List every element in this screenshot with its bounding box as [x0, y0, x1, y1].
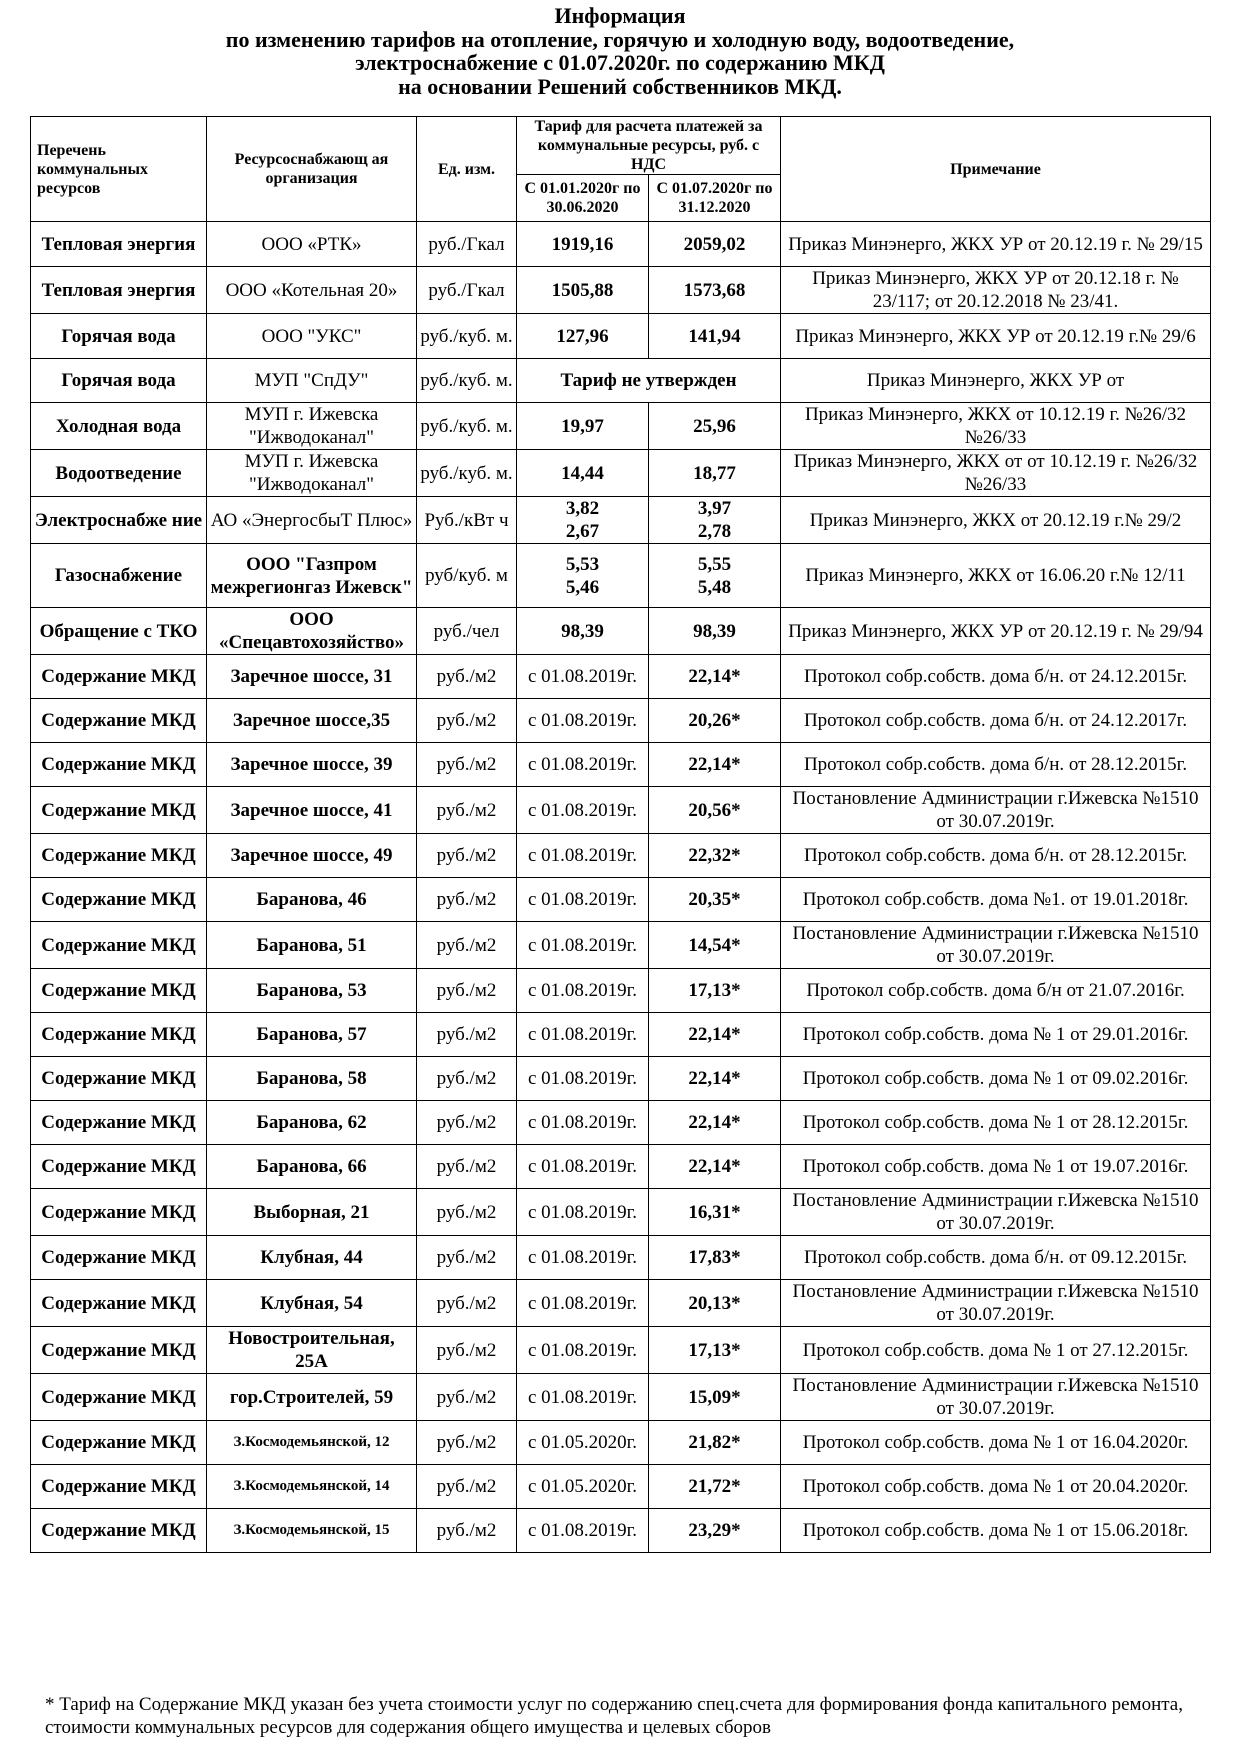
resource-cell: Водоотведение	[31, 450, 207, 497]
org-cell: Баранова, 46	[207, 878, 417, 922]
unit-cell: руб./м2	[417, 878, 517, 922]
resource-cell: Электроснабже ние	[31, 497, 207, 544]
resource-cell: Содержание МКД	[31, 743, 207, 787]
tariff-period-1-cell: 1505,88	[517, 267, 649, 314]
org-cell: Заречное шоссе, 41	[207, 787, 417, 834]
tariff-value: 3,82	[565, 498, 600, 519]
org-cell: Баранова, 53	[207, 969, 417, 1013]
tariff-period-2-cell: 22,14*	[649, 1101, 781, 1145]
org-cell: Заречное шоссе, 49	[207, 834, 417, 878]
tariff-period-1-cell: с 01.08.2019г.	[517, 1509, 649, 1553]
tariff-period-2-cell: 20,13*	[649, 1280, 781, 1327]
table-row	[31, 222, 1211, 267]
table-row	[31, 1236, 1211, 1280]
tariff-period-1-cell: с 01.08.2019г.	[517, 1101, 649, 1145]
resource-cell: Тепловая энергия	[31, 222, 207, 267]
tariff-period-2-cell: 22,14*	[649, 1145, 781, 1189]
note-cell: Протокол собр.собств. дома б/н. от 09.12.2015г.	[781, 1236, 1211, 1280]
org-cell: Новостроительная, 25А	[207, 1327, 417, 1374]
resource-cell: Содержание МКД	[31, 1236, 207, 1280]
table-row	[31, 1189, 1211, 1236]
org-cell: МУП г. Ижевска "Ижводоканал"	[207, 450, 417, 497]
resource-cell: Тепловая энергия	[31, 267, 207, 314]
org-cell: Заречное шоссе,35	[207, 699, 417, 743]
unit-cell: Руб./кВт ч	[417, 497, 517, 544]
tariff-table	[30, 116, 1211, 1553]
tariff-period-1-cell	[517, 544, 649, 608]
note-cell: Приказ Минэнерго, ЖКХ УР от 20.12.19 г. № 29/94	[781, 608, 1211, 655]
org-cell: АО «ЭнергосбыТ Плюс»	[207, 497, 417, 544]
tariff-period-2-cell: 20,26*	[649, 699, 781, 743]
table-row	[31, 544, 1211, 608]
org-cell: Баранова, 58	[207, 1057, 417, 1101]
tariff-period-1-cell: с 01.08.2019г.	[517, 1145, 649, 1189]
tariff-period-1-cell: с 01.05.2020г.	[517, 1421, 649, 1465]
resource-cell: Содержание МКД	[31, 1280, 207, 1327]
org-cell: Баранова, 51	[207, 922, 417, 969]
resource-cell: Содержание МКД	[31, 787, 207, 834]
tariff-period-1-cell: с 01.08.2019г.	[517, 1013, 649, 1057]
tariff-period-1-cell: с 01.08.2019г.	[517, 655, 649, 699]
header-period-1: С 01.01.2020г по 30.06.2020	[517, 175, 649, 222]
resource-cell: Газоснабжение	[31, 544, 207, 608]
tariff-period-1-cell: 14,44	[517, 450, 649, 497]
table-row	[31, 497, 1211, 544]
unit-cell: руб./м2	[417, 1465, 517, 1509]
note-cell: Постановление Администрации г.Ижевска №1510 от 30.07.2019г.	[781, 1189, 1211, 1236]
resource-cell: Содержание МКД	[31, 1057, 207, 1101]
unit-cell: руб./куб. м.	[417, 359, 517, 403]
unit-cell: руб./куб. м.	[417, 450, 517, 497]
resource-cell: Содержание МКД	[31, 1421, 207, 1465]
org-cell: ООО «Котельная 20»	[207, 267, 417, 314]
tariff-period-2-cell: 18,77	[649, 450, 781, 497]
tariff-period-2-cell: 21,72*	[649, 1465, 781, 1509]
table-row	[31, 450, 1211, 497]
table-row	[31, 834, 1211, 878]
title-line: по изменению тарифов на отопление, горячую и холодную воду, водоотведение,	[225, 26, 1015, 52]
tariff-period-2-cell: 22,14*	[649, 655, 781, 699]
resource-cell: Содержание МКД	[31, 834, 207, 878]
note-cell: Приказ Минэнерго, ЖКХ от 20.12.19 г.№ 29/2	[781, 497, 1211, 544]
note-cell: Приказ Минэнерго, ЖКХ от 10.12.19 г. №26/32 №26/33	[781, 403, 1211, 450]
note-cell: Приказ Минэнерго, ЖКХ УР от 20.12.19 г. № 29/15	[781, 222, 1211, 267]
unit-cell: руб./чел	[417, 608, 517, 655]
table-row	[31, 1145, 1211, 1189]
org-cell: Баранова, 66	[207, 1145, 417, 1189]
tariff-value: 2,78	[697, 521, 732, 542]
header-note: Примечание	[781, 117, 1211, 222]
table-row	[31, 787, 1211, 834]
table-row	[31, 1421, 1211, 1465]
tariff-period-2-cell: 17,13*	[649, 969, 781, 1013]
note-cell: Приказ Минэнерго, ЖКХ от 16.06.20 г.№ 12/11	[781, 544, 1211, 608]
resource-cell: Содержание МКД	[31, 1327, 207, 1374]
tariff-period-2-cell: 20,56*	[649, 787, 781, 834]
org-cell: Баранова, 57	[207, 1013, 417, 1057]
tariff-period-2-cell: 23,29*	[649, 1509, 781, 1553]
resource-cell: Содержание МКД	[31, 878, 207, 922]
tariff-period-2-cell	[649, 497, 781, 544]
unit-cell: руб./м2	[417, 1421, 517, 1465]
org-cell: Заречное шоссе, 39	[207, 743, 417, 787]
resource-cell: Содержание МКД	[31, 655, 207, 699]
table-row	[31, 699, 1211, 743]
resource-cell: Содержание МКД	[31, 1013, 207, 1057]
note-cell: Приказ Минэнерго, ЖКХ УР от	[781, 359, 1211, 403]
title-line: Информация	[554, 3, 686, 28]
unit-cell: руб./м2	[417, 699, 517, 743]
tariff-period-2-cell: 15,09*	[649, 1374, 781, 1421]
header-unit: Ед. изм.	[417, 117, 517, 222]
note-cell: Протокол собр.собств. дома № 1 от 28.12.2015г.	[781, 1101, 1211, 1145]
resource-cell: Горячая вода	[31, 314, 207, 359]
table-row	[31, 655, 1211, 699]
table-row	[31, 267, 1211, 314]
tariff-value: 5,53	[565, 553, 600, 575]
tariff-period-1-cell: с 01.08.2019г.	[517, 834, 649, 878]
note-cell: Протокол собр.собств. дома № 1 от 27.12.2015г.	[781, 1327, 1211, 1374]
note-cell: Постановление Администрации г.Ижевска №1510 от 30.07.2019г.	[781, 787, 1211, 834]
org-cell: З.Космодемьянской, 12	[207, 1421, 417, 1465]
org-cell: Клубная, 44	[207, 1236, 417, 1280]
tariff-period-1-cell: 19,97	[517, 403, 649, 450]
table-row	[31, 403, 1211, 450]
tariff-period-2-cell	[649, 544, 781, 608]
table-row	[31, 314, 1211, 359]
footnote: * Тариф на Содержание МКД указан без учета стоимости услуг по содержанию спец.счета для формирования фонда капитального ремонта, стоимости коммунальных ресурсов для содержания общего имущества и целевых сборов	[45, 1694, 1183, 1738]
note-cell: Постановление Администрации г.Ижевска №1510 от 30.07.2019г.	[781, 922, 1211, 969]
unit-cell: руб/куб. м	[417, 544, 517, 608]
title-line: на основании Решений собственников МКД.	[398, 73, 842, 99]
header-resource: Перечень коммунальных ресурсов	[31, 117, 207, 222]
tariff-period-1-cell: 98,39	[517, 608, 649, 655]
resource-cell: Обращение с ТКО	[31, 608, 207, 655]
tariff-period-2-cell: 17,13*	[649, 1327, 781, 1374]
resource-cell: Содержание МКД	[31, 1465, 207, 1509]
unit-cell: руб./м2	[417, 834, 517, 878]
resource-cell: Содержание МКД	[31, 1189, 207, 1236]
title-line: электроснабжение с 01.07.2020г. по содержанию МКД	[355, 50, 885, 75]
resource-cell: Содержание МКД	[31, 1509, 207, 1553]
unit-cell: руб./м2	[417, 1189, 517, 1236]
note-cell: Протокол собр.собств. дома б/н от 21.07.2016г.	[781, 969, 1211, 1013]
note-cell: Протокол собр.собств. дома б/н. от 28.12.2015г.	[781, 834, 1211, 878]
resource-cell: Содержание МКД	[31, 1101, 207, 1145]
tariff-period-1-cell: с 01.08.2019г.	[517, 699, 649, 743]
tariff-period-1-cell: с 01.08.2019г.	[517, 743, 649, 787]
resource-cell: Содержание МКД	[31, 699, 207, 743]
note-cell: Постановление Администрации г.Ижевска №1510 от 30.07.2019г.	[781, 1374, 1211, 1421]
org-cell: ООО "УКС"	[207, 314, 417, 359]
tariff-period-2-cell: 2059,02	[649, 222, 781, 267]
tariff-period-1-cell: с 01.08.2019г.	[517, 922, 649, 969]
unit-cell: руб./куб. м.	[417, 403, 517, 450]
tariff-period-2-cell: 22,14*	[649, 1013, 781, 1057]
unit-cell: руб./м2	[417, 655, 517, 699]
table-row	[31, 1509, 1211, 1553]
tariff-period-2-cell: 21,82*	[649, 1421, 781, 1465]
tariff-period-1-cell: с 01.08.2019г.	[517, 878, 649, 922]
table-row	[31, 1057, 1211, 1101]
note-cell: Протокол собр.собств. дома № 1 от 20.04.2020г.	[781, 1465, 1211, 1509]
resource-cell: Горячая вода	[31, 359, 207, 403]
header-org: Ресурсоснабжающ ая организация	[207, 117, 417, 222]
tariff-merged-cell: Тариф не утвержден	[517, 359, 781, 403]
unit-cell: руб./м2	[417, 922, 517, 969]
unit-cell: руб./м2	[417, 1057, 517, 1101]
tariff-period-2-cell: 17,83*	[649, 1236, 781, 1280]
tariff-period-2-cell: 22,32*	[649, 834, 781, 878]
resource-cell: Холодная вода	[31, 403, 207, 450]
tariff-period-2-cell: 25,96	[649, 403, 781, 450]
org-cell: З.Космодемьянской, 14	[207, 1465, 417, 1509]
table-row	[31, 1101, 1211, 1145]
tariff-value: 3,97	[697, 498, 732, 519]
tariff-period-1-cell: с 01.08.2019г.	[517, 1327, 649, 1374]
unit-cell: руб./м2	[417, 1509, 517, 1553]
note-cell: Постановление Администрации г.Ижевска №1510 от 30.07.2019г.	[781, 1280, 1211, 1327]
unit-cell: руб./м2	[417, 1145, 517, 1189]
unit-cell: руб./м2	[417, 1101, 517, 1145]
tariff-period-1-cell: с 01.05.2020г.	[517, 1465, 649, 1509]
unit-cell: руб./куб. м.	[417, 314, 517, 359]
header-period-2: С 01.07.2020г по 31.12.2020	[649, 175, 781, 222]
note-cell: Приказ Минэнерго, ЖКХ УР от 20.12.19 г.№ 29/6	[781, 314, 1211, 359]
tariff-value: 2,67	[565, 521, 600, 542]
unit-cell: руб./Гкал	[417, 222, 517, 267]
table-row	[31, 1465, 1211, 1509]
tariff-period-2-cell: 22,14*	[649, 743, 781, 787]
unit-cell: руб./м2	[417, 743, 517, 787]
table-row	[31, 1327, 1211, 1374]
unit-cell: руб./м2	[417, 787, 517, 834]
note-cell: Приказ Минэнерго, ЖКХ УР от 20.12.18 г. № 23/117; от 20.12.2018 № 23/41.	[781, 267, 1211, 314]
tariff-period-1-cell: 1919,16	[517, 222, 649, 267]
tariff-period-2-cell: 1573,68	[649, 267, 781, 314]
table-row	[31, 1013, 1211, 1057]
tariff-period-2-cell: 16,31*	[649, 1189, 781, 1236]
note-cell: Протокол собр.собств. дома № 1 от 19.07.2016г.	[781, 1145, 1211, 1189]
unit-cell: руб./м2	[417, 1236, 517, 1280]
unit-cell: руб./м2	[417, 969, 517, 1013]
org-cell: Выборная, 21	[207, 1189, 417, 1236]
document-title	[0, 4, 1240, 98]
tariff-period-2-cell: 22,14*	[649, 1057, 781, 1101]
note-cell: Протокол собр.собств. дома №1. от 19.01.2018г.	[781, 878, 1211, 922]
note-cell: Протокол собр.собств. дома б/н. от 28.12.2015г.	[781, 743, 1211, 787]
table-row	[31, 878, 1211, 922]
resource-cell: Содержание МКД	[31, 922, 207, 969]
tariff-value: 5,46	[565, 576, 600, 598]
tariff-value: 5,55	[697, 553, 732, 575]
tariff-period-1-cell: с 01.08.2019г.	[517, 1057, 649, 1101]
table-row	[31, 1374, 1211, 1421]
table-row	[31, 1280, 1211, 1327]
header-tariff-group: Тариф для расчета платежей за коммунальные ресурсы, руб. с НДС	[517, 117, 781, 175]
table-row	[31, 969, 1211, 1013]
unit-cell: руб./Гкал	[417, 267, 517, 314]
table-row	[31, 922, 1211, 969]
table-row	[31, 608, 1211, 655]
note-cell: Протокол собр.собств. дома № 1 от 15.06.2018г.	[781, 1509, 1211, 1553]
tariff-period-1-cell: с 01.08.2019г.	[517, 1236, 649, 1280]
org-cell: ООО "Газпром межрегионгаз Ижевск"	[207, 544, 417, 608]
table-row	[31, 359, 1211, 403]
tariff-period-1-cell: 127,96	[517, 314, 649, 359]
resource-cell: Содержание МКД	[31, 1374, 207, 1421]
org-cell: ООО «РТК»	[207, 222, 417, 267]
unit-cell: руб./м2	[417, 1013, 517, 1057]
note-cell: Протокол собр.собств. дома б/н. от 24.12.2017г.	[781, 699, 1211, 743]
tariff-period-2-cell: 141,94	[649, 314, 781, 359]
resource-cell: Содержание МКД	[31, 1145, 207, 1189]
unit-cell: руб./м2	[417, 1374, 517, 1421]
org-cell: гор.Строителей, 59	[207, 1374, 417, 1421]
tariff-period-1-cell: с 01.08.2019г.	[517, 787, 649, 834]
tariff-period-1-cell: с 01.08.2019г.	[517, 969, 649, 1013]
note-cell: Протокол собр.собств. дома № 1 от 09.02.2016г.	[781, 1057, 1211, 1101]
org-cell: Баранова, 62	[207, 1101, 417, 1145]
tariff-value: 5,48	[697, 576, 732, 598]
org-cell: З.Космодемьянской, 15	[207, 1509, 417, 1553]
org-cell: ООО «Спецавтохозяйство»	[207, 608, 417, 655]
org-cell: МУП г. Ижевска "Ижводоканал"	[207, 403, 417, 450]
org-cell: Клубная, 54	[207, 1280, 417, 1327]
note-cell: Протокол собр.собств. дома № 1 от 29.01.2016г.	[781, 1013, 1211, 1057]
org-cell: Заречное шоссе, 31	[207, 655, 417, 699]
table-row	[31, 743, 1211, 787]
note-cell: Приказ Минэнерго, ЖКХ от от 10.12.19 г. №26/32 №26/33	[781, 450, 1211, 497]
tariff-period-1-cell	[517, 497, 649, 544]
note-cell: Протокол собр.собств. дома б/н. от 24.12.2015г.	[781, 655, 1211, 699]
resource-cell: Содержание МКД	[31, 969, 207, 1013]
note-cell: Протокол собр.собств. дома № 1 от 16.04.2020г.	[781, 1421, 1211, 1465]
unit-cell: руб./м2	[417, 1327, 517, 1374]
org-cell: МУП "СпДУ"	[207, 359, 417, 403]
tariff-period-1-cell: с 01.08.2019г.	[517, 1280, 649, 1327]
tariff-period-2-cell: 20,35*	[649, 878, 781, 922]
tariff-period-2-cell: 98,39	[649, 608, 781, 655]
tariff-period-1-cell: с 01.08.2019г.	[517, 1189, 649, 1236]
tariff-period-1-cell: с 01.08.2019г.	[517, 1374, 649, 1421]
tariff-period-2-cell: 14,54*	[649, 922, 781, 969]
unit-cell: руб./м2	[417, 1280, 517, 1327]
